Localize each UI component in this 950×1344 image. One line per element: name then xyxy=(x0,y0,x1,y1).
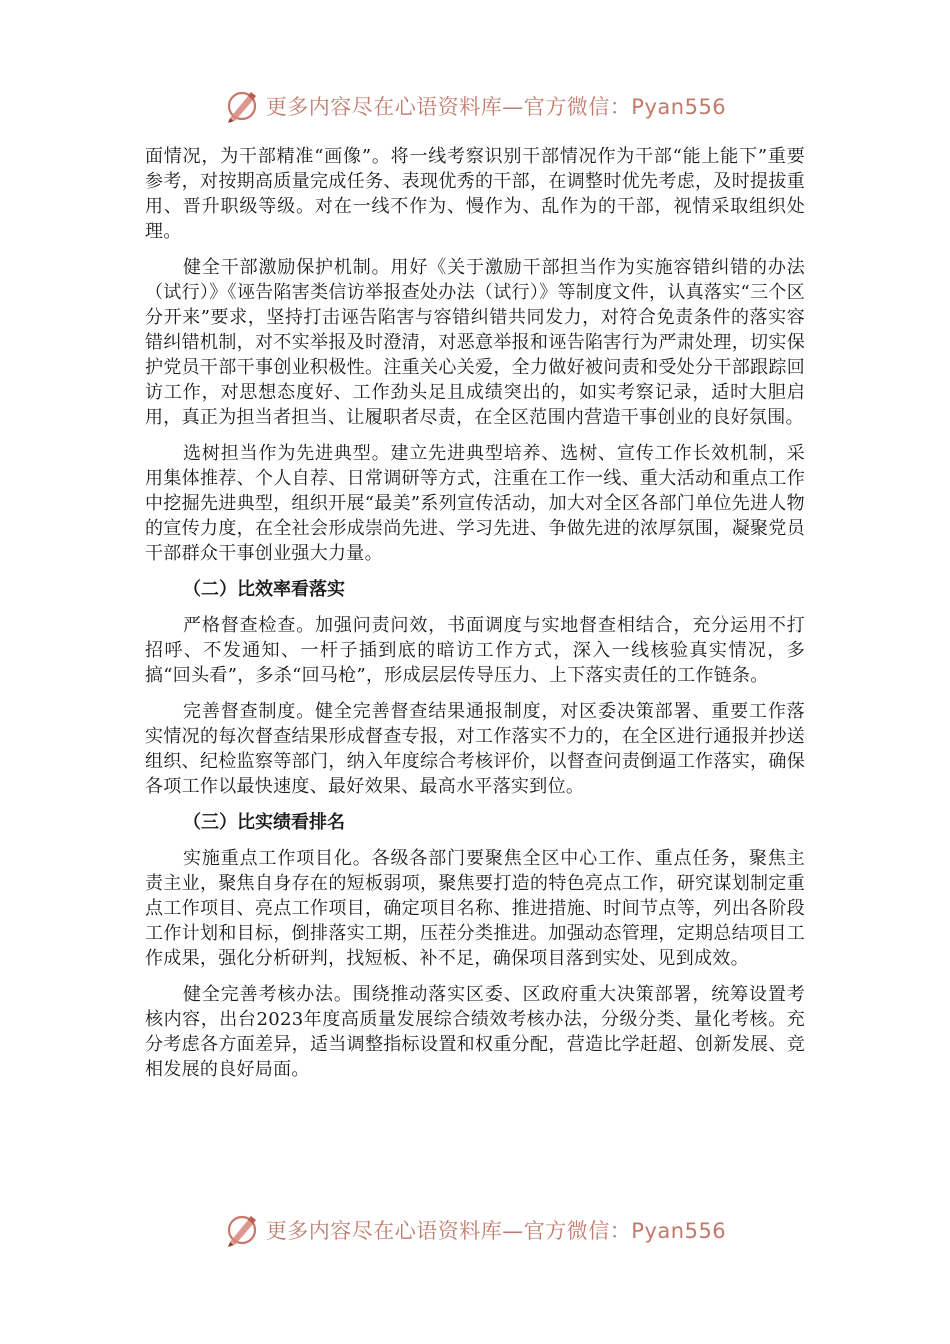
section-heading: （三）比实绩看排名 xyxy=(183,812,345,833)
section-heading: （二）比效率看落实 xyxy=(183,579,345,600)
pen-logo-icon xyxy=(224,1212,260,1248)
header-watermark-banner xyxy=(0,86,950,126)
paragraph: 健全完善考核办法。围绕推动落实区委、区政府重大决策部署，统筹设置考核内容，出台2023年度高质量发展综合绩效考核办法，分级分类、量化考核。充分考虑各方面差异，适当调整指标设置和权重分配，营造比学赶超、创新发展、竞相发展的良好局面。 xyxy=(145,984,805,1080)
paragraph: 严格督查检查。加强问责问效，书面调度与实地督查相结合，充分运用不打招呼、不发通知、一杆子插到底的暗访工作方式，深入一线核验真实情况，多搞“回头看”，多杀“回马枪”，形成层层传导压力、上下落实责任的工作链条。 xyxy=(145,615,805,686)
paragraph: 实施重点工作项目化。各级各部门要聚焦全区中心工作、重点任务，聚焦主责主业，聚焦自身存在的短板弱项，聚焦要打造的特色亮点工作，研究谋划制定重点工作项目、亮点工作项目，确定项目名称、推进措施、时间节点等，列出各阶段工作计划和目标，倒排落实工期，压茬分类推进。加强动态管理，定期总结项目工作成果，强化分析研判，找短板、补不足，确保项目落到实处、见到成效。 xyxy=(145,848,805,969)
paragraph: 面情况，为干部精准“画像”。将一线考察识别干部情况作为干部“能上能下”重要参考，对按期高质量完成任务、表现优秀的干部，在调整时优先考虑，及时提拔重用、晋升职级等级。对在一线不作为、慢作为、乱作为的干部，视情采取组织处理。 xyxy=(145,146,805,242)
paragraph: 完善督查制度。健全完善督查结果通报制度，对区委决策部署、重要工作落实情况的每次督查结果形成督查专报，对工作落实不力的，在全区进行通报并抄送组织、纪检监察等部门，纳入年度综合考核评价，以督查问责倒逼工作落实，确保各项工作以最快速度、最好效果、最高水平落实到位。 xyxy=(145,701,805,797)
watermark-text: 更多内容尽在心语资料库—官方微信：Pyan556 xyxy=(265,1219,727,1243)
document-body xyxy=(145,144,805,1093)
paragraph: 选树担当作为先进典型。建立先进典型培养、选树、宣传工作长效机制，采用集体推荐、个人自荐、日常调研等方式，注重在工作一线、重大活动和重点工作中挖掘先进典型，组织开展“最美”系列宣传活动，加大对全区各部门单位先进人物的宣传力度，在全社会形成崇尚先进、学习先进、争做先进的浓厚氛围，凝聚党员干部群众干事创业强大力量。 xyxy=(145,443,805,564)
paragraph: 健全干部激励保护机制。用好《关于激励干部担当作为实施容错纠错的办法（试行）》《诬告陷害类信访举报查处办法（试行）》等制度文件，认真落实“三个区分开来”要求，坚持打击诬告陷害与容错纠错共同发力，对符合免责条件的落实容错纠错机制，对不实举报及时澄清，对恶意举报和诬告陷害行为严肃处理，切实保护党员干部干事创业积极性。注重关心关爱，全力做好被问责和受处分干部跟踪回访工作，对思想态度好、工作劲头足且成绩突出的，如实考察记录，适时大胆启用，真正为担当者担当、让履职者尽责，在全区范围内营造干事创业的良好氛围。 xyxy=(145,257,805,428)
pen-logo-icon xyxy=(224,88,260,124)
watermark-text: 更多内容尽在心语资料库—官方微信：Pyan556 xyxy=(265,95,727,119)
footer-watermark-banner xyxy=(0,1210,950,1250)
